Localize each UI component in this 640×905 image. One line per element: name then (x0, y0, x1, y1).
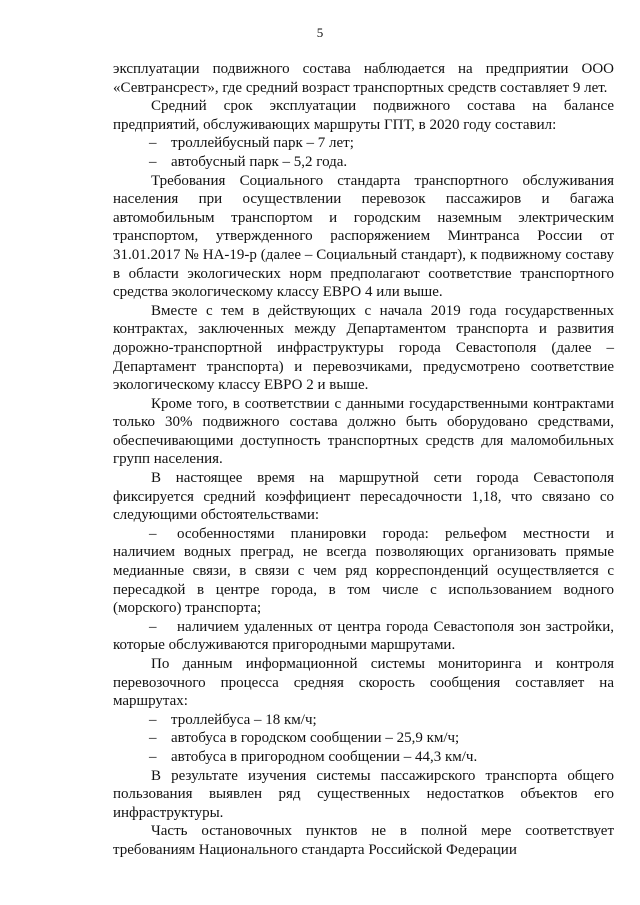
list-item-city-bus-speed (113, 729, 614, 748)
paragraph-3: Вместе с тем в действующих с начала 2019 года государственных контрактах, заключенных между Департаментом транспорта и развития дорожно-транспортной инфраструктуры города Севастополя (далее – Департамент транспорта) и перевозчиками, предусмотрено соответствие экологическому классу ЕВРО 2 и выше. (113, 302, 614, 394)
list-item-text: троллейбуса – 18 км/ч; (171, 711, 317, 728)
document-body (113, 60, 614, 860)
list-item-suburban-bus-speed (113, 748, 614, 767)
dash-bullet: – (149, 525, 157, 542)
paragraph-6: По данным информационной системы мониторинга и контроля перевозочного процесса средняя скорость сообщения составляет на маршрутах: (113, 656, 614, 710)
list-item-text: автобуса в пригородном сообщении – 44,3 км/ч. (171, 748, 478, 765)
list-item-text: наличием удаленных от центра города Севастополя зон застройки, которые обслуживаются пригородными маршрутами. (113, 618, 614, 654)
list-item-city-layout (113, 525, 614, 618)
dash-bullet: – (149, 748, 157, 765)
paragraph-5: В настоящее время на маршрутной сети города Севастополя фиксируется средний коэффициент пересадочности 1,18, что связано со следующими обстоятельствами: (113, 470, 614, 524)
dash-bullet: – (149, 153, 157, 170)
dash-bullet: – (149, 730, 157, 747)
list-item-bus-age (113, 153, 614, 172)
page-number: 5 (316, 25, 324, 40)
paragraph-1: Средний срок эксплуатации подвижного состава на балансе предприятий, обслуживающих маршруты ГПТ, в 2020 году составил: (113, 98, 614, 133)
dash-bullet: – (149, 711, 157, 728)
list-item-text: автобуса в городском сообщении – 25,9 км/ч; (171, 730, 460, 747)
paragraph-8: Часть остановочных пунктов не в полной мере соответствует требованиям Национального стандарта Российской Федерации (113, 823, 614, 858)
list-item-trolleybus-age (113, 134, 614, 153)
list-item-trolleybus-speed (113, 711, 614, 730)
list-item-text: особенностями планировки города: рельефом местности и наличием водных преград, не всегда позволяющих организовать прямые медианные связи, в связи с чем ряд корреспонденций осуществляется с пересадкой в центре города, в том числе с использованием водного (морского) транспорта; (113, 525, 614, 617)
paragraph-7: В результате изучения системы пассажирского транспорта общего пользования выявлен ряд существенных недостатков объектов его инфраструктуры. (113, 767, 614, 821)
list-item-remote-zones (113, 618, 614, 655)
list-item-text: автобусный парк – 5,2 года. (171, 153, 348, 170)
dash-bullet: – (149, 135, 157, 152)
list-item-text: троллейбусный парк – 7 лет; (171, 135, 354, 152)
paragraph-0: эксплуатации подвижного состава наблюдается на предприятии ООО «Севтрансрест», где средний возраст транспортных средств составляет 9 лет. (113, 61, 614, 96)
paragraph-2: Требования Социального стандарта транспортного обслуживания населения при осуществлении перевозок пассажиров и багажа автомобильным транспортом и городским наземным электрическим транспортом, утвержденного распоряжением Минтранса России от 31.01.2017 № НА-19-р (далее – Социальный стандарт), к подвижному составу в области экологических норм предполагают соответствие транспортного средства экологическому классу ЕВРО 4 или выше. (113, 172, 614, 301)
dash-bullet: – (149, 618, 157, 635)
paragraph-4: Кроме того, в соответствии с данными государственными контрактами только 30% подвижного состава должно быть оборудовано средствами, обеспечивающими доступность транспортных средств для маломобильных групп населения. (113, 395, 614, 468)
